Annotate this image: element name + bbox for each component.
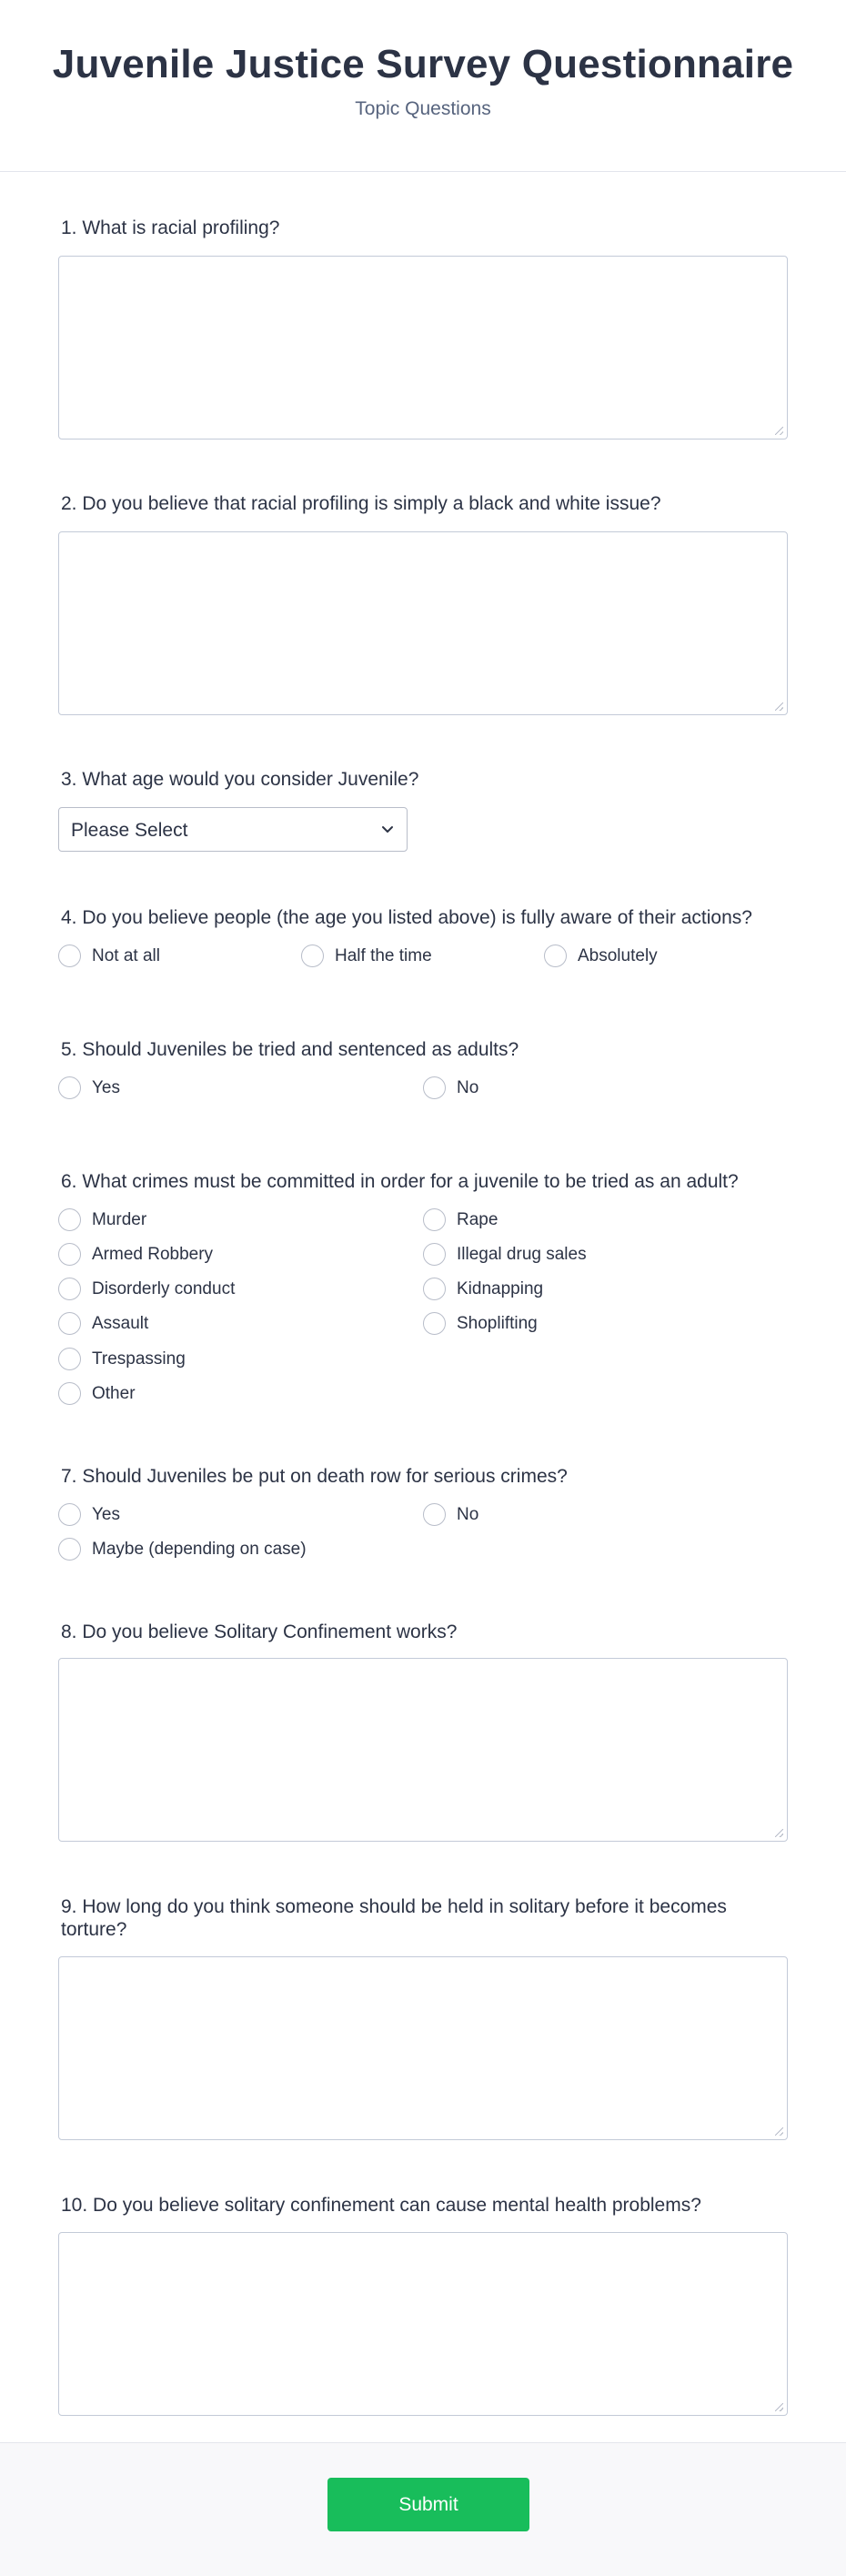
radio-button[interactable] <box>58 1382 81 1405</box>
option-label: Not at all <box>92 946 160 965</box>
radio-button[interactable] <box>423 1208 446 1231</box>
form-subtitle: Topic Questions <box>355 98 491 119</box>
option-label: Shoplifting <box>457 1314 538 1333</box>
resize-grip-icon[interactable] <box>775 2403 783 2411</box>
option-label: Trespassing <box>92 1349 186 1369</box>
question-5-label: 5. Should Juveniles be tried and sentenced as adults? <box>61 1039 519 1060</box>
radio-button[interactable] <box>58 1348 81 1370</box>
submit-button[interactable]: Submit <box>327 2478 529 2531</box>
question-3-select[interactable] <box>58 807 408 852</box>
radio-button[interactable] <box>58 1312 81 1335</box>
option-label: Kidnapping <box>457 1279 544 1298</box>
question-10-label: 10. Do you believe solitary confinement can cause mental health problems? <box>61 2195 701 2216</box>
option-label: Other <box>92 1384 136 1403</box>
option-label: Maybe (depending on case) <box>92 1540 307 1559</box>
resize-grip-icon[interactable] <box>775 702 783 711</box>
option-label: Half the time <box>335 946 432 965</box>
question-8-textarea[interactable] <box>58 1658 788 1842</box>
question-1-textarea[interactable] <box>58 256 788 439</box>
radio-button[interactable] <box>423 1278 446 1300</box>
question-9-label: 9. How long do you think someone should be held in solitary before it becomes torture? <box>61 1896 727 1940</box>
option-label: No <box>457 1078 479 1097</box>
question-4-label: 4. Do you believe people (the age you listed above) is fully aware of their actions? <box>61 907 752 928</box>
question-9-textarea[interactable] <box>58 1956 788 2140</box>
option-label: Armed Robbery <box>92 1245 214 1264</box>
option-label: Yes <box>92 1078 120 1097</box>
option-label: Disorderly conduct <box>92 1279 236 1298</box>
radio-button[interactable] <box>58 945 81 967</box>
select-value: Please Select <box>71 820 188 841</box>
question-7-label: 7. Should Juveniles be put on death row for serious crimes? <box>61 1466 568 1487</box>
radio-button[interactable] <box>58 1076 81 1099</box>
radio-button[interactable] <box>544 945 567 967</box>
radio-button[interactable] <box>58 1503 81 1526</box>
radio-button[interactable] <box>423 1503 446 1526</box>
radio-button[interactable] <box>423 1312 446 1335</box>
option-label: Illegal drug sales <box>457 1245 587 1264</box>
radio-button[interactable] <box>301 945 324 967</box>
radio-button[interactable] <box>423 1076 446 1099</box>
option-label: Murder <box>92 1210 147 1229</box>
option-label: Absolutely <box>578 946 658 965</box>
form-footer <box>0 2442 846 2576</box>
radio-button[interactable] <box>58 1538 81 1561</box>
chevron-down-icon <box>379 821 396 837</box>
question-2-textarea[interactable] <box>58 531 788 715</box>
radio-button[interactable] <box>58 1208 81 1231</box>
option-label: Rape <box>457 1210 499 1229</box>
option-label: No <box>457 1505 479 1524</box>
radio-button[interactable] <box>58 1278 81 1300</box>
question-10-textarea[interactable] <box>58 2232 788 2416</box>
resize-grip-icon[interactable] <box>775 1829 783 1837</box>
radio-button[interactable] <box>423 1243 446 1266</box>
question-3-label: 3. What age would you consider Juvenile? <box>61 769 419 790</box>
option-label: Yes <box>92 1505 120 1524</box>
question-6-label: 6. What crimes must be committed in order for a juvenile to be tried as an adult? <box>61 1171 739 1192</box>
form-title: Juvenile Justice Survey Questionnaire <box>52 42 794 86</box>
question-1-label: 1. What is racial profiling? <box>61 217 280 238</box>
resize-grip-icon[interactable] <box>775 2127 783 2136</box>
option-label: Assault <box>92 1314 149 1333</box>
form-header <box>0 0 846 172</box>
resize-grip-icon[interactable] <box>775 427 783 435</box>
radio-button[interactable] <box>58 1243 81 1266</box>
question-2-label: 2. Do you believe that racial profiling is simply a black and white issue? <box>61 493 661 514</box>
question-8-label: 8. Do you believe Solitary Confinement works? <box>61 1621 458 1642</box>
